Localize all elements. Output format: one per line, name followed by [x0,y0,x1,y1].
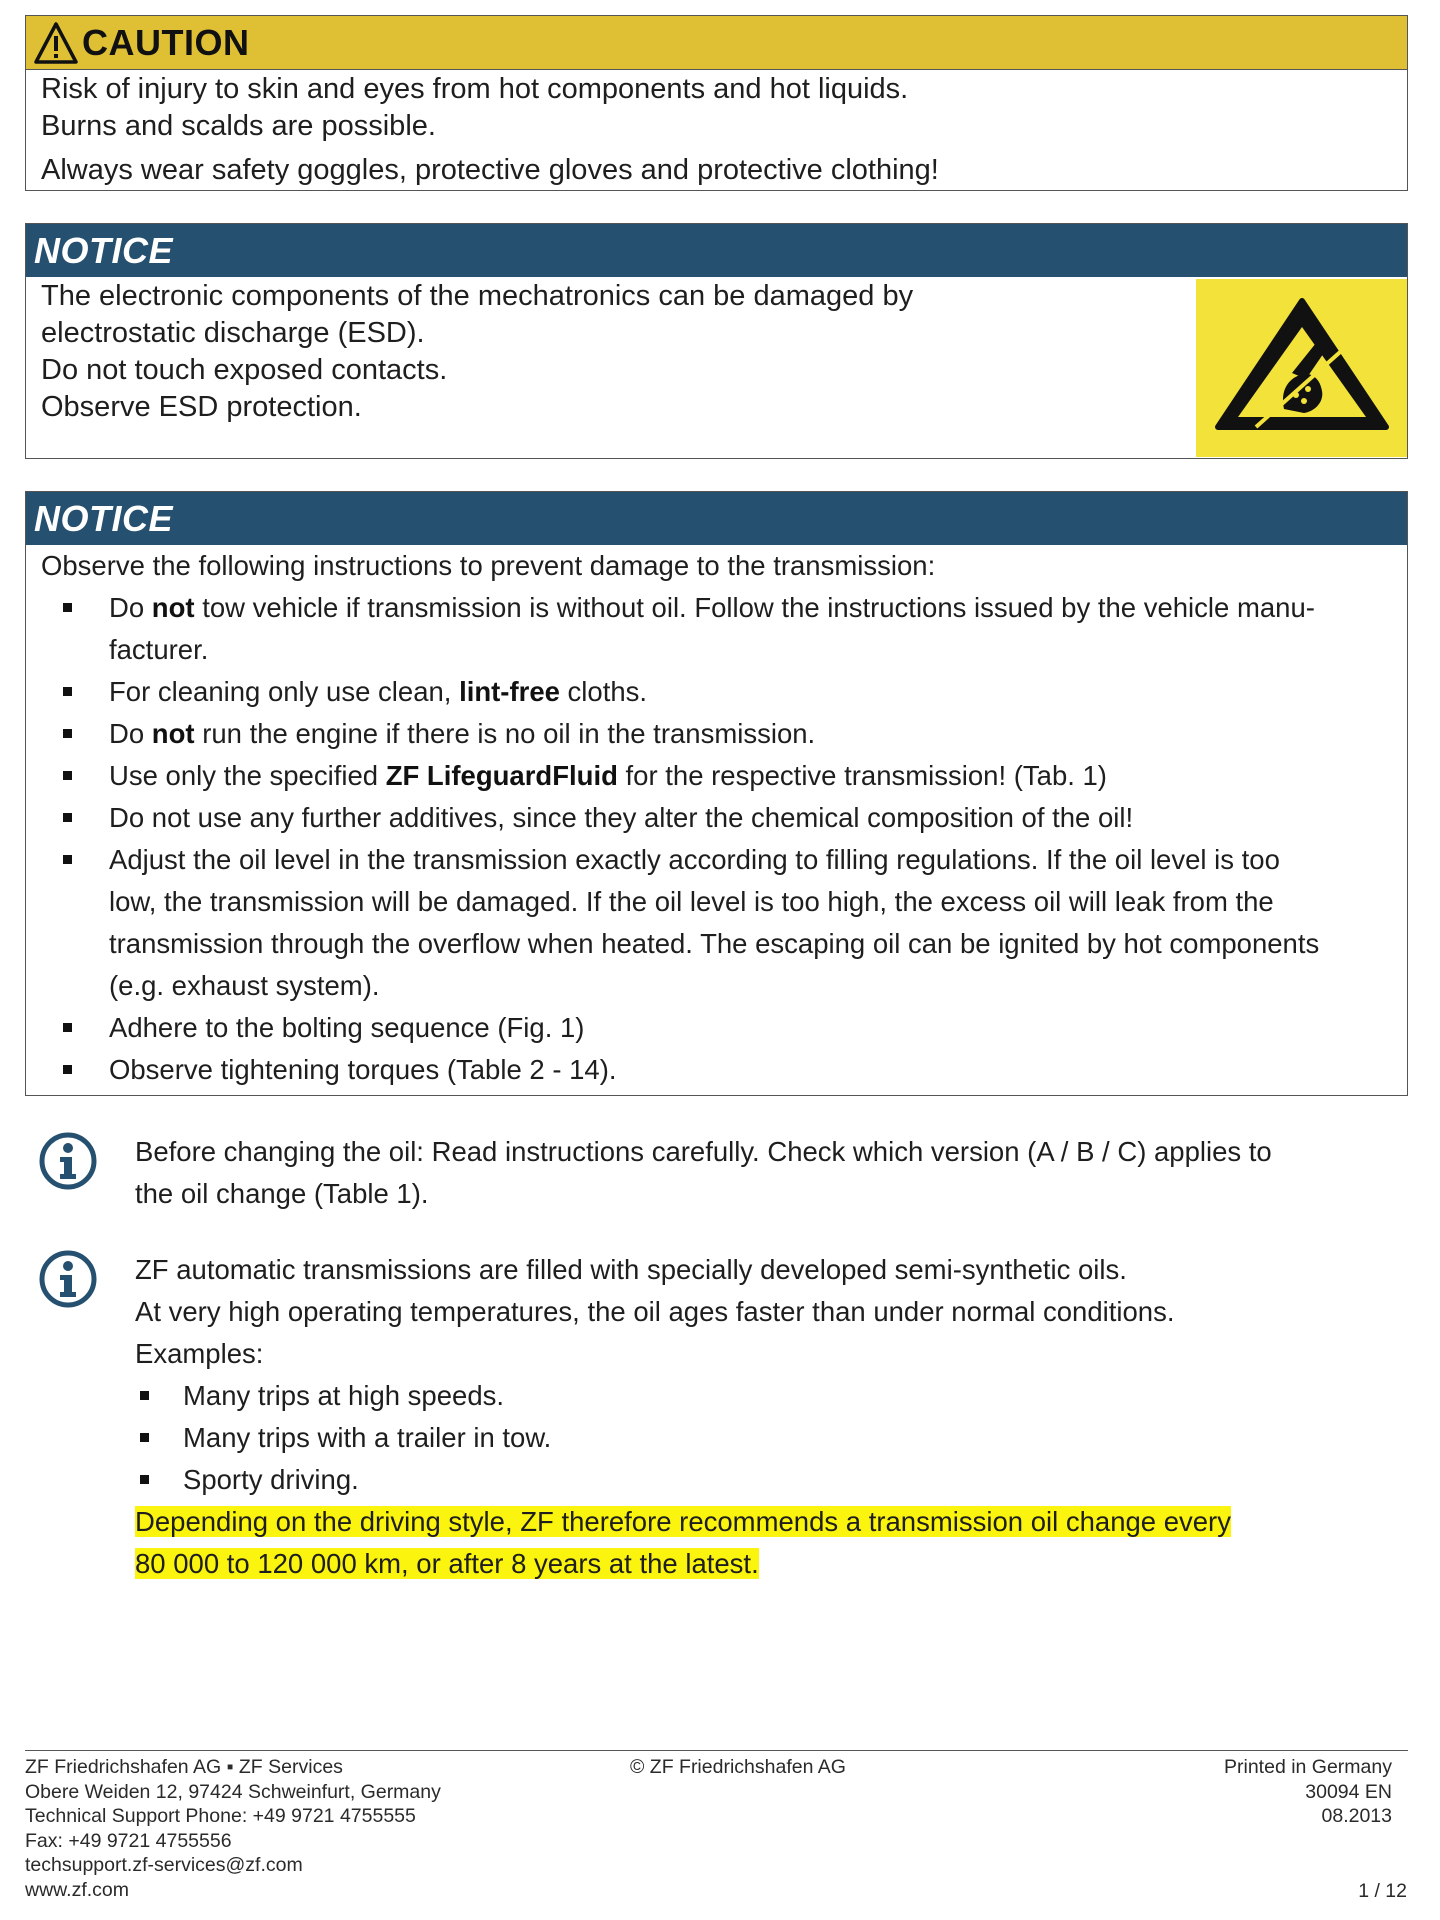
info-icon [38,1131,98,1191]
bullet-icon [63,729,72,738]
caution-line: Always wear safety goggles, protective gloves and protective clothing! [41,154,939,186]
caution-body [26,70,1407,193]
list-item: Do not run the engine if there is no oil in the transmission. [41,713,1397,755]
footer-copyright: © ZF Friedrichshafen AG [630,1756,846,1778]
list-item: Many trips with a trailer in tow. [135,1417,1388,1459]
bullet-icon [63,813,72,822]
list-item: Sporty driving. [135,1459,1388,1501]
info-icon [38,1249,98,1309]
notice-esd-title: NOTICE [34,229,174,271]
list-item: Observe tightening torques (Table 2 - 14). [41,1049,1397,1091]
bullet-icon [63,687,72,696]
bullet-icon [140,1475,149,1484]
footer-print-info: Printed in Germany 30094 EN 08.2013 [1224,1756,1392,1827]
esd-warning-icon [1196,279,1407,457]
bullet-icon [63,855,72,864]
caution-header [26,16,1407,70]
caution-line: Burns and scalds are possible. [41,110,436,142]
warning-triangle-icon [34,22,78,64]
notice-esd-line: electrostatic discharge (ESD). [41,317,425,349]
bullet-icon [63,603,72,612]
notice-esd-line: The electronic components of the mechatronics can be damaged by [41,280,914,312]
bullet-icon [63,771,72,780]
caution-line: Risk of injury to skin and eyes from hot components and hot liquids. [41,73,909,105]
notice-intro: Observe the following instructions to prevent damage to the transmission: [41,550,936,581]
bullet-icon [140,1433,149,1442]
footer-address: ZF Friedrichshafen AG ▪ ZF Services Obere Weiden 12, 97424 Schweinfurt, Germany Technical Support Phone: +49 9721 4755555 Fax: +49 9721 4755556 techsupport.zf-services@zf.com www.zf.com [25,1756,441,1901]
list-item: Many trips at high speeds. [135,1375,1388,1417]
notice-transmission-header [26,492,1407,545]
list-item: Use only the specified ZF LifeguardFluid for the respective transmission! (Tab. 1) [41,755,1397,797]
info-text: ZF automatic transmissions are filled with specially developed semi-synthetic oils. At very high operating temperatures, the oil ages faster than under normal conditions. Examples: Many trips at high speeds. Many trips with a trailer in tow. Sporty driving. Depending on the driving style, ZF therefore recommends a transmission oil change every 80 000 to 120 000 km, or after 8 years at the latest. [135,1249,1388,1585]
notice-esd-line: Observe ESD protection. [41,391,362,423]
info-text: Before changing the oil: Read instructions carefully. Check which version (A / B / C) applies to the oil change (Table 1). [135,1136,1272,1209]
notice-transmission-box [25,491,1408,1096]
bullet-icon [140,1391,149,1400]
highlighted-recommendation: Depending on the driving style, ZF therefore recommends a transmission oil change every 80 000 to 120 000 km, or after 8 years at the latest. [135,1506,1231,1579]
info-block-oil-change [38,1131,1388,1215]
list-item: Do not use any further additives, since they alter the chemical composition of the oil! [41,797,1397,839]
info-block-oil-aging [38,1249,1388,1585]
notice-transmission-title: NOTICE [34,497,174,539]
list-item: Do not tow vehicle if transmission is without oil. Follow the instructions issued by the vehicle manu- facturer. [41,587,1397,671]
notice-esd-box [25,223,1408,459]
notice-esd-header [26,224,1407,277]
list-item: Adhere to the bolting sequence (Fig. 1) [41,1007,1397,1049]
page-number: 1 / 12 [1358,1880,1407,1902]
bullet-icon [63,1023,72,1032]
notice-transmission-body [26,545,1407,1091]
list-item: For cleaning only use clean, lint-free cloths. [41,671,1397,713]
caution-box [25,15,1408,191]
list-item: Adjust the oil level in the transmission exactly according to filling regulations. If the oil level is too low, the transmission will be damaged. If the oil level is too high, the excess oil will leak from the transmission through the overflow when heated. The escaping oil can be ignited by hot components (e.g. exhaust system). [41,839,1397,1007]
bullet-icon [63,1065,72,1074]
caution-title: CAUTION [82,21,250,63]
notice-esd-line: Do not touch exposed contacts. [41,354,448,386]
